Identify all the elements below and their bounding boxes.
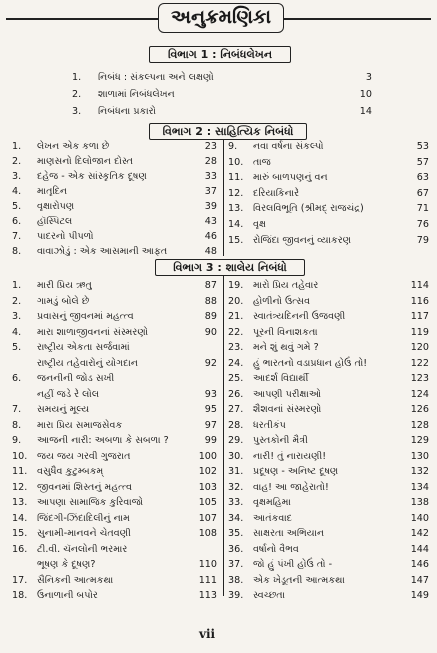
toc-entry [228, 310, 429, 324]
toc-entry-title: માણસનો દિલોજાન દોસ્ત [37, 156, 133, 167]
toc-entry-title: મારા પ્રિય સમાજસેવક [37, 419, 123, 431]
toc-entry-number: 11. [228, 172, 244, 184]
toc-entry-page: 102 [198, 466, 217, 477]
toc-entry-page: 100 [198, 450, 217, 462]
toc-entry-number: 23. [228, 342, 244, 353]
toc-entry-number: 35. [228, 528, 244, 539]
toc-entry-number: 20. [228, 295, 244, 307]
toc-entry [12, 512, 217, 526]
toc-entry-page: 147 [410, 574, 429, 586]
toc-entry-title: મારો પ્રિય તહેવાર [253, 280, 319, 291]
toc-entry [228, 450, 429, 464]
toc-entry-page: 71 [416, 203, 429, 215]
toc-entry-title: શૈશવનાં સંસ્મરણો [253, 404, 322, 415]
toc-entry [12, 310, 217, 324]
toc-entry [12, 434, 217, 448]
toc-entry-number: 19. [228, 280, 244, 291]
toc-entry [12, 185, 217, 199]
toc-entry-number: 1. [12, 280, 22, 291]
toc-entry [12, 140, 217, 154]
toc-entry-number: 29. [228, 435, 244, 446]
toc-entry-number: 18. [12, 590, 28, 601]
toc-entry-title: સ્વચ્છતા [253, 590, 285, 601]
toc-entry-page: 119 [410, 326, 429, 338]
toc-entry-page: 33 [204, 171, 217, 182]
toc-entry-number: 2. [12, 295, 22, 307]
toc-entry-page: 99 [204, 435, 217, 446]
toc-entry-page: 142 [410, 528, 429, 539]
toc-entry-number: 15. [228, 234, 244, 246]
toc-entry-number: 9. [228, 141, 238, 152]
toc-entry-page: 93 [204, 388, 217, 400]
toc-entry-number: 4. [12, 186, 22, 197]
toc-entry-page: 149 [410, 590, 429, 601]
toc-entry-page: 43 [204, 216, 217, 227]
toc-entry-number: 15. [12, 528, 28, 539]
toc-entry-page: 110 [198, 559, 217, 570]
toc-entry-page: 116 [410, 295, 429, 307]
toc-entry-title: દહેજ - એક સાંસ્કૃતિક દૂષણ [37, 171, 147, 182]
section-2-heading: વિભાગ 2 : સાહિત્યિક નિબંધો [149, 123, 307, 140]
toc-entry [228, 341, 429, 355]
toc-entry-number: 6. [12, 216, 22, 227]
toc-entry [228, 326, 429, 340]
toc-entry-title: જનનીની જોડ સખી [37, 373, 115, 384]
toc-entry [228, 372, 429, 386]
toc-entry [12, 450, 217, 464]
toc-entry-title: માતૃદિન [37, 186, 68, 197]
toc-entry-number: 1. [12, 141, 22, 152]
page-title: અનુક્રમણિકા [158, 3, 284, 33]
toc-entry-title: વૃક્ષમહિમા [253, 497, 291, 508]
toc-entry-title: લેખન એક કળા છે [37, 141, 110, 152]
toc-entry-page: 14 [359, 106, 372, 117]
section-3-heading: વિભાગ 3 : શાલેય નિબંધો [155, 259, 305, 276]
toc-entry-page: 88 [204, 295, 217, 307]
toc-entry-number: 25. [228, 373, 244, 384]
page-number: vii [199, 627, 216, 641]
toc-entry-title: નિબંધ : સંકલ્પના અને લક્ષણો [98, 72, 214, 83]
toc-entry-page: 111 [198, 574, 217, 586]
toc-entry-title: રોજિંદા જીવનનું વ્યાકરણ [253, 234, 352, 246]
toc-entry-number: 24. [228, 357, 244, 369]
toc-entry-page: 144 [410, 543, 429, 555]
toc-entry [12, 245, 217, 259]
toc-entry-title: હું ભારતનો વડાપ્રધાન હોઉં તો! [253, 357, 368, 369]
toc-entry-title: વસુધૈવ કુટુમ્બકમ્ [37, 466, 104, 477]
toc-entry-number: 3. [12, 311, 22, 322]
toc-entry [228, 465, 429, 479]
toc-entry-page: 129 [410, 435, 429, 446]
section-3-divider [223, 276, 224, 596]
toc-entry-page: 120 [410, 342, 429, 353]
toc-entry [12, 558, 217, 572]
toc-entry-page: 105 [198, 497, 217, 508]
toc-entry-page: 128 [410, 419, 429, 431]
toc-entry-page: 57 [416, 156, 429, 168]
toc-entry-title: હોળીનો ઉત્સવ [253, 295, 311, 307]
toc-entry-page: 107 [198, 512, 217, 524]
toc-entry-page: 67 [416, 187, 429, 199]
toc-entry-title: આતંકવાદ [253, 512, 293, 524]
toc-entry-page: 122 [410, 357, 429, 369]
toc-entry [12, 589, 217, 603]
toc-entry-page: 37 [204, 186, 217, 197]
toc-entry-page: 130 [410, 450, 429, 462]
toc-entry-title: પૂરની વિનાશકતા [253, 326, 318, 338]
toc-entry-page: 28 [204, 156, 217, 167]
toc-entry [12, 372, 217, 386]
toc-entry-page: 117 [410, 311, 429, 322]
toc-entry-title: નહીં જડે રે લોલ [37, 388, 100, 400]
toc-entry-title: ગામડું બોલે છે [37, 295, 90, 307]
toc-entry [228, 481, 429, 495]
toc-entry-title: સ્વાતંત્ર્યદિનની ઉજવણી [253, 311, 346, 322]
toc-entry [12, 230, 217, 244]
toc-entry-title: સાક્ષરતા અભિયાન [253, 528, 325, 539]
toc-entry [12, 388, 217, 402]
toc-entry-number: 3. [72, 106, 82, 117]
toc-entry-title: મારું બાળપણનું વન [253, 172, 328, 184]
toc-entry-page: 10 [359, 89, 372, 100]
toc-entry-number: 10. [12, 450, 28, 462]
toc-entry-title: જય જય ગરવી ગુજરાત [37, 450, 131, 462]
toc-entry-title: નવા વર્ષના સંકલ્પો [253, 141, 324, 152]
toc-entry [72, 71, 372, 85]
toc-entry-page: 123 [410, 373, 429, 384]
toc-entry-title: સૈનિકની આત્મકથા [37, 574, 114, 586]
toc-entry-title: આજની નારી: અબળા કે સબળા ? [37, 435, 169, 446]
toc-entry [228, 279, 429, 293]
toc-entry-title: સુનામી-માનવને ચેતવણી [37, 528, 131, 539]
toc-entry-number: 8. [12, 419, 22, 431]
toc-entry-title: નારી! તું નારાયણી! [253, 450, 327, 462]
toc-entry-number: 1. [72, 72, 82, 83]
toc-entry-title: સમયનું મૂલ્ય [37, 404, 90, 415]
toc-entry-number: 5. [12, 342, 22, 353]
toc-entry-number: 6. [12, 373, 22, 384]
toc-entry [228, 218, 429, 232]
toc-entry [228, 187, 429, 201]
toc-entry-page: 108 [198, 528, 217, 539]
toc-entry [228, 434, 429, 448]
toc-entry-title: પ્રવાસનું જીવનમાં મહત્ત્વ [37, 311, 134, 322]
toc-entry [12, 170, 217, 184]
toc-entry-number: 12. [228, 187, 244, 199]
toc-entry-title: નિબંધના પ્રકારો [98, 106, 157, 117]
toc-entry-title: મારી પ્રિય ઋતુ [37, 280, 92, 291]
toc-entry-title: ટી.વી. ચૅનલોની ભરમાર [37, 543, 128, 555]
toc-entry-title: આપણી પરીક્ષાઓ [253, 388, 322, 400]
toc-entry [12, 295, 217, 309]
toc-entry-page: 97 [204, 419, 217, 431]
toc-entry-page: 89 [204, 311, 217, 322]
toc-entry-title: વાવાઝોડું : એક આસમાની આફત [37, 246, 168, 257]
toc-entry-page: 39 [204, 201, 217, 212]
section-1-heading: વિભાગ 1 : નિબંધલેખન [149, 46, 291, 63]
toc-entry [12, 574, 217, 588]
toc-entry-number: 21. [228, 311, 244, 322]
toc-entry [72, 105, 372, 119]
toc-entry [12, 403, 217, 417]
toc-entry-title: વૃક્ષારોપણ [37, 201, 75, 212]
toc-entry-title: હૉસ્પિટલ [37, 216, 73, 227]
toc-entry [228, 496, 429, 510]
toc-entry-number: 14. [12, 512, 28, 524]
toc-entry-number: 8. [12, 246, 22, 257]
toc-entry-page: 95 [204, 404, 217, 415]
toc-entry-title: રાષ્ટ્રીય તહેવારોનું યોગદાન [37, 357, 138, 369]
toc-entry [12, 357, 217, 371]
toc-entry [228, 357, 429, 371]
toc-entry-number: 7. [12, 231, 22, 242]
toc-entry-title: પાદરનો પીપળો [37, 231, 94, 242]
toc-entry-number: 11. [12, 466, 28, 477]
toc-entry [12, 496, 217, 510]
toc-entry [12, 341, 217, 355]
toc-entry-page: 46 [204, 231, 217, 242]
toc-entry-number: 9. [12, 435, 22, 446]
toc-entry-page: 132 [410, 466, 429, 477]
toc-entry-page: 126 [410, 404, 429, 415]
toc-entry [12, 215, 217, 229]
toc-entry [12, 465, 217, 479]
toc-entry [228, 543, 429, 557]
toc-entry-number: 28. [228, 419, 244, 431]
toc-entry [12, 419, 217, 433]
toc-entry-page: 3 [365, 72, 372, 83]
toc-entry [72, 88, 372, 102]
toc-entry-number: 16. [12, 543, 28, 555]
toc-entry-title: ભૂષણ કે દૂષણ? [37, 559, 96, 570]
toc-entry [228, 419, 429, 433]
toc-entry-number: 39. [228, 590, 244, 601]
toc-entry-page: 146 [410, 559, 429, 570]
toc-entry-number: 12. [12, 481, 28, 493]
toc-entry [228, 558, 429, 572]
toc-entry-page: 138 [410, 497, 429, 508]
toc-entry [228, 403, 429, 417]
toc-entry-number: 13. [12, 497, 28, 508]
toc-entry [12, 155, 217, 169]
toc-entry [228, 234, 429, 248]
toc-entry-title: એક ખેડૂતની આત્મકથા [253, 574, 345, 586]
toc-entry-title: વૃક્ષ [253, 219, 266, 230]
toc-entry [228, 527, 429, 541]
toc-entry [12, 200, 217, 214]
toc-entry-number: 33. [228, 497, 244, 508]
toc-entry-number: 34. [228, 512, 244, 524]
toc-entry [228, 156, 429, 170]
toc-entry [228, 295, 429, 309]
toc-entry [12, 527, 217, 541]
toc-entry-number: 38. [228, 574, 244, 586]
toc-entry-number: 31. [228, 466, 244, 477]
toc-entry [228, 388, 429, 402]
toc-entry-title: વર્ષાનો વૈભવ [253, 543, 299, 555]
toc-entry-number: 2. [12, 156, 22, 167]
toc-entry-number: 7. [12, 404, 22, 415]
toc-entry-page: 63 [416, 172, 429, 184]
toc-entry [228, 512, 429, 526]
toc-entry-page: 76 [416, 219, 429, 230]
toc-entry-title: આપણા સામાજિક કુરિવાજો [37, 497, 144, 508]
toc-entry-page: 87 [204, 280, 217, 291]
toc-entry-number: 37. [228, 559, 244, 570]
toc-entry-number: 26. [228, 388, 244, 400]
toc-entry-page: 124 [410, 388, 429, 400]
toc-entry-title: મને શું થવું ગમે ? [253, 342, 319, 353]
toc-entry-number: 10. [228, 156, 244, 168]
toc-entry-number: 27. [228, 404, 244, 415]
toc-entry-title: દરિયાકિનારે [253, 187, 300, 199]
toc-entry-number: 5. [12, 201, 22, 212]
toc-entry [12, 543, 217, 557]
toc-entry-number: 17. [12, 574, 28, 586]
toc-entry-title: શાળામાં નિબંધલેખન [98, 89, 175, 100]
toc-entry [12, 481, 217, 495]
toc-entry-title: ઉનાળાની બપોર [37, 590, 98, 601]
toc-entry-page: 140 [410, 512, 429, 524]
toc-entry [228, 140, 429, 154]
toc-entry-number: 14. [228, 219, 244, 230]
toc-entry-title: જો હું પંખી હોઉં તો - [253, 559, 333, 570]
toc-entry-number: 2. [72, 89, 82, 100]
toc-entry-title: વાહ! આ જાહેરાતો! [253, 481, 329, 493]
toc-entry [228, 202, 429, 216]
toc-entry [228, 589, 429, 603]
toc-entry-title: તાજ [253, 156, 271, 168]
toc-entry [228, 171, 429, 185]
toc-entry-page: 134 [410, 481, 429, 493]
toc-entry-title: જિંદગી-ઝિંદાદિલીનું નામ [37, 512, 130, 524]
section-2-divider [223, 139, 224, 256]
toc-entry-title: રાષ્ટ્રીય એકતા સર્જવામાં [37, 342, 130, 353]
toc-entry-title: મારા શાળાજીવનનાં સંસ્મરણો [37, 326, 149, 338]
toc-entry [12, 326, 217, 340]
toc-entry [12, 279, 217, 293]
toc-entry-page: 92 [204, 357, 217, 369]
toc-entry-title: પ્રદૂષણ - અનિષ્ટ દૂષણ [253, 466, 339, 477]
toc-entry-page: 53 [416, 141, 429, 152]
toc-entry-number: 13. [228, 203, 244, 215]
toc-entry-number: 3. [12, 171, 22, 182]
toc-entry-title: પુસ્તકોની મૈત્રી [253, 435, 308, 446]
toc-entry-title: ધરતીકંપ [253, 419, 286, 431]
toc-entry-title: જીવનમાં શિસ્તનું મહત્ત્વ [37, 481, 133, 493]
toc-entry-number: 36. [228, 543, 244, 555]
toc-entry-page: 23 [204, 141, 217, 152]
toc-entry-page: 103 [198, 481, 217, 493]
toc-entry-page: 90 [204, 326, 217, 338]
toc-entry-title: વિરલવિભૂતિ (શ્રીમદ્ રાજચંદ્ર) [253, 203, 364, 215]
toc-entry-number: 22. [228, 326, 244, 338]
toc-entry-number: 30. [228, 450, 244, 462]
toc-entry-page: 79 [416, 234, 429, 246]
toc-entry-number: 32. [228, 481, 244, 493]
toc-entry [228, 574, 429, 588]
toc-entry-page: 48 [204, 246, 217, 257]
toc-entry-page: 113 [198, 590, 217, 601]
toc-entry-number: 4. [12, 326, 22, 338]
toc-entry-title: આદર્શ વિદ્યાર્થી [253, 373, 309, 384]
toc-entry-page: 114 [410, 280, 429, 291]
